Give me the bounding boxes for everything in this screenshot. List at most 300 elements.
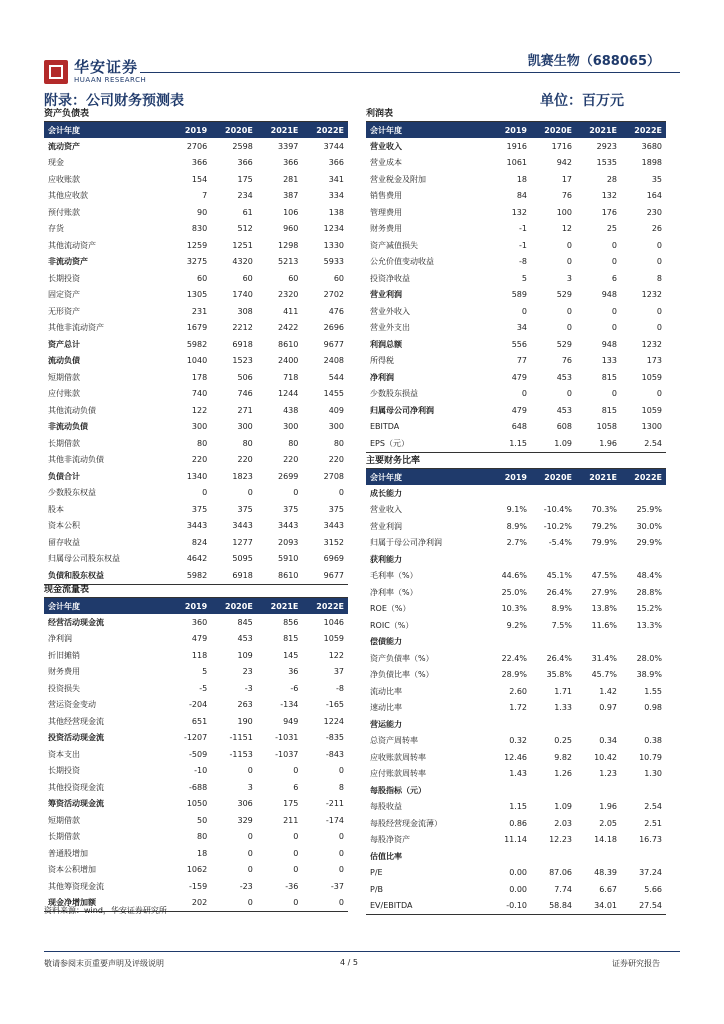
company-name: 凯赛生物（688065） [527,54,660,69]
cell-value: 231 [191,306,208,316]
row-label: 筹资活动现金流 [48,799,104,809]
cell-value: 133 [601,356,617,366]
cell-value: 8 [656,273,662,283]
row-label: 非流动负债 [48,422,88,432]
table-row [44,221,348,238]
cell-value: 25.0% [501,587,527,597]
cell-value: 35 [651,174,662,184]
cell-value: 173 [646,356,662,366]
cell-value: 815 [601,372,617,382]
cell-value: 60 [333,273,344,283]
cell-value: 0 [566,306,572,316]
column-header: 会计年度 [366,469,486,485]
header-divider [140,72,680,73]
cell-value: -6 [290,683,299,693]
cell-value: 1059 [323,634,344,644]
cell-value: 16.73 [639,835,662,845]
row-label: 投资损失 [48,683,80,693]
table-row [366,402,666,419]
cell-value [486,551,531,568]
cell-value: 8.9% [506,521,527,531]
table-row [366,369,666,386]
table-row [366,171,666,188]
row-label: 其他非流动负债 [48,455,104,465]
income-statement-table [366,108,666,453]
row-label: 负债合计 [48,471,80,481]
row-label: 流动资产 [48,141,80,151]
row-label: P/B [370,884,384,894]
cell-value: 61 [242,207,253,217]
cell-value: 7 [202,191,208,201]
cell-value: 122 [191,405,208,415]
table-row [44,155,348,172]
cell-value: 589 [511,290,527,300]
table-row [44,829,348,846]
cell-value: 360 [191,617,208,627]
cell-value: 31.4% [591,653,617,663]
row-label: 短期借款 [48,815,80,825]
cell-value: 1.33 [554,703,572,713]
cell-value: 3443 [186,521,208,531]
cell-value: 3680 [641,141,662,151]
table-row [44,419,348,436]
table-row [366,320,666,337]
cell-value: 281 [283,174,299,184]
cell-value: 815 [601,405,617,415]
cell-value: 0 [293,832,299,842]
cell-value [531,551,576,568]
table-row [366,617,666,634]
table-row [366,733,666,750]
cell-value: 3443 [323,521,344,531]
table-row [366,485,666,502]
column-header: 2022E [621,469,666,485]
cell-value: 1061 [506,158,527,168]
cell-value: 35.8% [546,670,572,680]
table-row [44,796,348,813]
cell-value: 2.03 [554,818,572,828]
cell-value: 12.46 [504,752,527,762]
table-row [366,650,666,667]
table-row [366,353,666,370]
cell-value: 1300 [641,422,662,432]
cell-value: 453 [556,372,572,382]
row-label: 应付账款周转率 [370,769,426,779]
table-row [44,812,348,829]
row-label: 销售费用 [370,191,402,201]
row-label: 普通股增加 [48,848,88,858]
data-table [366,122,666,453]
row-label: 资产总计 [48,339,80,349]
cell-value: 2696 [323,323,344,333]
cell-value: -1151 [229,733,253,743]
cell-value: 0.38 [644,736,662,746]
cell-value: 122 [328,650,344,660]
table-row [44,237,348,254]
row-label: 营业利润 [370,290,402,300]
row-label: 资本公积增加 [48,865,96,875]
cell-value: 438 [283,405,299,415]
cell-value [621,551,666,568]
cell-value: 48.39 [594,868,617,878]
row-label: 每股指标（元） [370,785,426,795]
cell-value: 948 [601,339,617,349]
table-row [366,386,666,403]
cell-value: 0 [338,488,344,498]
cell-value: -509 [189,749,208,759]
cell-value: 366 [283,158,299,168]
cell-value: 3275 [186,257,208,267]
cell-value: 845 [237,617,253,627]
table-row [44,534,348,551]
table-row [44,697,348,714]
cell-value: 5213 [278,257,299,267]
cell-value: 11.14 [504,835,527,845]
cell-value: 453 [556,405,572,415]
cell-value: 0 [521,306,527,316]
cell-value: 220 [283,455,299,465]
cell-value: 190 [237,716,253,726]
cell-value: 9677 [323,339,344,349]
row-label: 偿债能力 [370,637,402,647]
cell-value: 28.0% [636,653,662,663]
cell-value: 1523 [232,356,253,366]
row-label: 成长能力 [370,488,402,498]
cell-value: -835 [325,733,344,743]
column-header: 2021E [257,598,303,614]
cell-value: 25.9% [636,505,662,515]
cell-value: 0 [656,240,662,250]
row-label: 无形资产 [48,306,80,316]
table-row [44,369,348,386]
cell-value: 0 [656,389,662,399]
table-row [44,320,348,337]
cell-value: 3744 [323,141,344,151]
table-row [366,832,666,849]
cell-value: 26 [651,224,662,234]
cell-value: 6.67 [599,884,617,894]
table-row [366,667,666,684]
cell-value: 375 [237,504,253,514]
row-label: 营业外支出 [370,323,410,333]
cell-value: 300 [237,422,253,432]
cell-value: 47.5% [591,571,617,581]
cell-value: 300 [283,422,299,432]
brand-name: 华安证券 [74,58,139,76]
cell-value [486,716,531,733]
cell-value [576,782,621,799]
cell-value: 0 [566,240,572,250]
cell-value: 17 [561,174,572,184]
cell-value: 0 [302,895,348,912]
column-header: 2022E [621,122,666,138]
cell-value: 26.4% [546,653,572,663]
cell-value: 2923 [596,141,617,151]
cell-value: 0 [247,865,253,875]
table-row [366,799,666,816]
row-label: 应收账款 [48,174,80,184]
table-row [44,845,348,862]
cell-value: -1207 [183,733,208,743]
table-row [44,614,348,631]
cell-value: 1224 [323,716,344,726]
cell-value: 0.97 [599,703,617,713]
cell-value: 10.79 [639,752,662,762]
column-header: 2019 [486,122,531,138]
cell-value [621,848,666,865]
cell-value: 0 [656,323,662,333]
cell-value: 1679 [186,323,208,333]
cell-value: 22.4% [501,653,527,663]
row-label: 估值比率 [370,851,402,861]
cell-value: 1059 [641,372,662,382]
cell-value: 58.84 [531,898,576,915]
cell-value [576,716,621,733]
cell-value: 479 [191,634,208,644]
column-header: 2019 [166,598,212,614]
cell-value: 2422 [278,323,299,333]
cell-value: 556 [511,339,527,349]
row-label: 现金 [48,158,64,168]
cell-value [576,848,621,865]
column-header: 2020E [531,122,576,138]
cell-value: 830 [191,224,208,234]
table-row [44,730,348,747]
cell-value: 942 [556,158,572,168]
table-row [44,501,348,518]
row-label: 其他应收款 [48,191,88,201]
cell-value: 1059 [641,405,662,415]
cell-value: 5 [202,667,208,677]
row-label: 净利润 [370,372,394,382]
cell-value [531,485,576,502]
cell-value: 651 [191,716,208,726]
source-note: 资料来源：wind，华安证券研究所 [44,906,167,915]
cell-value [576,551,621,568]
unit-label: 单位：百万元 [540,93,624,109]
cell-value: 366 [191,158,208,168]
cell-value: 7.5% [551,620,572,630]
cell-value: 375 [328,504,344,514]
cell-value: -688 [189,782,208,792]
cell-value: 0 [293,848,299,858]
cell-value: 8.9% [551,604,572,614]
column-header: 2021E [257,122,303,138]
row-label: 其他投资现金流 [48,782,104,792]
data-table [44,122,348,585]
cell-value: -1037 [275,749,299,759]
row-label: 公允价值变动收益 [370,257,434,267]
cell-value: -10.4% [543,505,572,515]
table-row [44,763,348,780]
cell-value: 0 [247,848,253,858]
cell-value: 1.72 [509,703,527,713]
cell-value: 34 [516,323,527,333]
cell-value: -1031 [275,733,299,743]
row-label: 其他非流动资产 [48,323,104,333]
table-row [366,435,666,452]
row-label: 营业成本 [370,158,402,168]
cell-value: 79.9% [591,538,617,548]
cell-value [531,782,576,799]
row-label: 投资净收益 [370,273,410,283]
cell-value: 0 [656,306,662,316]
column-header: 会计年度 [366,122,486,138]
row-label: 归属母公司股东权益 [48,554,120,564]
cell-value: 1898 [641,158,662,168]
cell-value: 0 [338,848,344,858]
row-label: 预付账款 [48,207,80,217]
cell-value: 512 [237,224,253,234]
cell-value: -3 [244,683,253,693]
cell-value: 479 [511,372,527,382]
table-row [366,898,666,915]
cell-value: 1298 [278,240,299,250]
table-row [366,865,666,882]
cell-value: 15.2% [636,604,662,614]
cell-value: 18 [197,848,208,858]
cell-value: 79.2% [591,521,617,531]
table-row [366,254,666,271]
cell-value: 2699 [278,471,299,481]
row-label: 长期投资 [48,273,80,283]
cell-value: 36 [288,667,299,677]
cell-value: 164 [646,191,662,201]
table-row [366,502,666,519]
cell-value: 1.23 [599,769,617,779]
row-label: 每股经营现金流薄） [370,818,442,828]
cell-value: 0 [293,865,299,875]
table-header-row [44,122,348,138]
cell-value: 2.54 [644,802,662,812]
table-row [44,353,348,370]
cell-value [621,716,666,733]
table-row [366,270,666,287]
cell-value: 90 [197,207,208,217]
table-row [44,567,348,584]
cell-value: 1535 [596,158,617,168]
cell-value: 2.54 [621,435,666,452]
row-label: 营业外收入 [370,306,410,316]
cell-value: 0.32 [509,736,527,746]
table-row [44,435,348,452]
cell-value: 1.15 [486,435,531,452]
cell-value: 220 [237,455,253,465]
row-label: 归属母公司净利润 [370,405,434,415]
cell-value: 6 [293,782,299,792]
cell-value: 2212 [232,323,253,333]
table-row [366,551,666,568]
table-header-row [366,122,666,138]
cell-value: 300 [328,422,344,432]
row-label: 总资产周转率 [370,736,418,746]
row-label: 利润总额 [370,339,402,349]
table-row [366,683,666,700]
table-row [366,716,666,733]
cell-value: 60 [288,273,299,283]
cell-value: 220 [191,455,208,465]
cell-value: 411 [283,306,299,316]
table-row [366,287,666,304]
cell-value: 6969 [323,554,344,564]
cell-value: 12.23 [549,835,572,845]
table-row [44,270,348,287]
table-title: 现金流量表 [44,584,348,598]
cell-value: 476 [328,306,344,316]
row-label: 投资活动现金流 [48,733,104,743]
cell-value: 1916 [506,141,527,151]
table-row [366,303,666,320]
cell-value [621,634,666,651]
column-header: 2021E [576,122,621,138]
row-label: 管理费用 [370,207,402,217]
cell-value: 34.01 [576,898,621,915]
row-label: 流动负债 [48,356,80,366]
cell-value: -843 [325,749,344,759]
cell-value: 13.3% [636,620,662,630]
cell-value: 1040 [186,356,208,366]
table-row [44,647,348,664]
cell-value: 84 [516,191,527,201]
cell-value: 1050 [186,799,208,809]
cell-value: 50 [197,815,208,825]
column-header: 2020E [211,598,257,614]
cell-value: 176 [601,207,617,217]
row-label: 每股收益 [370,802,402,812]
cell-value: 608 [556,422,572,432]
cell-value [486,848,531,865]
row-label: ROIC（%） [370,620,414,630]
cell-value: 3443 [232,521,253,531]
row-label: 流动比率 [370,686,402,696]
table-row [44,518,348,535]
cell-value: -211 [325,799,344,809]
footer-disclaimer: 敬请参阅末页重要声明及评级说明 [44,959,164,968]
cell-value: 10.42 [594,752,617,762]
cell-value: 0 [611,257,617,267]
table-row [44,254,348,271]
cell-value: 271 [237,405,253,415]
cell-value: 87.06 [549,868,572,878]
row-label: 少数股东损益 [370,389,418,399]
table-row [44,188,348,205]
cell-value: 1.71 [554,686,572,696]
cell-value: 2.51 [644,818,662,828]
cell-value [576,634,621,651]
cell-value: 544 [328,372,344,382]
cell-value: 0 [566,389,572,399]
cell-value: 29.9% [636,538,662,548]
row-label: 所得税 [370,356,394,366]
data-table [44,598,348,912]
cell-value: 3443 [278,521,299,531]
cell-value: 0 [611,389,617,399]
cell-value: -165 [325,700,344,710]
table-row [44,452,348,469]
cell-value: 1232 [641,339,662,349]
financial-ratios-table [366,455,666,915]
table-row [366,204,666,221]
table-row [44,204,348,221]
cell-value: 0 [202,488,208,498]
cell-value: 0 [247,832,253,842]
row-label: 营运能力 [370,719,402,729]
cell-value: 28 [606,174,617,184]
table-row [366,584,666,601]
cell-value: 308 [237,306,253,316]
table-row [44,402,348,419]
cell-value: 132 [601,191,617,201]
